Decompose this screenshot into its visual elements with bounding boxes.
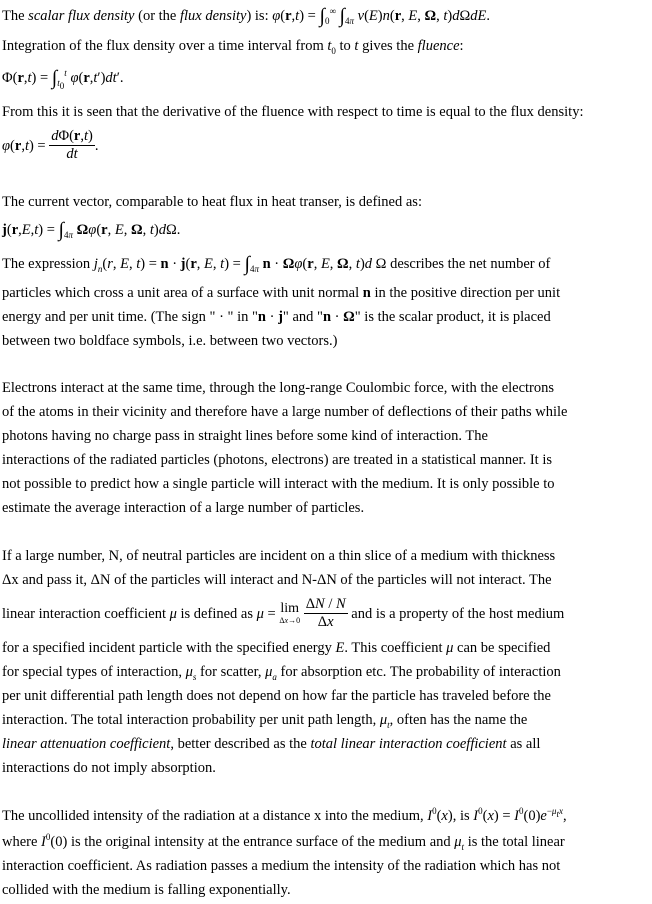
- fluence-equation: $\Phi(r,t) = \int_{t_0}^t$ φ(r,t′)dt′.: [2, 67, 124, 91]
- fluence-intro-line: [2, 36, 464, 56]
- math-mu-a: $\mu_a$: [265, 664, 277, 682]
- text: The: [2, 8, 29, 24]
- text: is the original intensity at the entrance surface of the medium and: [67, 834, 455, 850]
- text: . This coefficient: [344, 640, 447, 656]
- net-current-line: [2, 254, 550, 274]
- text: per unit differential path length does not depend on how far the particle has traveled before the: [2, 688, 551, 704]
- math-n-dot-omega: n · Ω: [322, 309, 355, 325]
- math-n-dot-j: n · j: [257, 309, 283, 325]
- text: for special types of interaction,: [2, 664, 186, 680]
- flux-density-definition-line: [2, 6, 490, 26]
- text: interactions do not imply absorption.: [2, 760, 216, 776]
- text-line: [2, 710, 527, 730]
- text: Δx and pass it, ΔN of the particles will interact and N-ΔN of the particles will not interact. The: [2, 572, 552, 588]
- text: where: [2, 834, 42, 850]
- derivative-equation: φ(r,t) = $\frac{d\Phi(r,t)}{dt}$ .: [2, 128, 99, 163]
- text: of the atoms in their vicinity and therefore have a large number of deflections of their paths while: [2, 404, 568, 420]
- term-scalar-flux-density: scalar flux density: [28, 8, 135, 24]
- math-mu-t: $\mu_t$: [379, 712, 390, 730]
- text: The expression: [2, 256, 94, 272]
- text-line: [2, 570, 552, 590]
- text: linear interaction coefficient: [2, 606, 170, 622]
- text: , is: [452, 808, 474, 824]
- text: , often has the name the: [389, 712, 528, 728]
- text-line: [2, 856, 560, 876]
- current-vector-intro-line: [2, 192, 422, 212]
- text: and is a property of the host medium: [347, 606, 565, 622]
- text-line: [2, 283, 560, 303]
- text-line: [2, 832, 565, 852]
- text-line: [2, 638, 550, 658]
- text: " in ": [227, 309, 258, 325]
- text-line: [2, 758, 216, 778]
- math-i0-0: $I^0(0)$: [41, 832, 68, 850]
- derivative-intro-line: [2, 102, 583, 122]
- math-mu-t: $\mu_t$: [454, 834, 465, 852]
- text-line: [2, 498, 364, 518]
- math-mu: μ: [446, 640, 454, 656]
- text: interaction. The total interaction probability per unit path length,: [2, 712, 380, 728]
- text: , better described as the: [170, 736, 311, 752]
- text: between two boldface symbols, i.e. between two vectors.): [2, 333, 338, 349]
- text: collided with the medium is falling exponentially.: [2, 882, 291, 898]
- text: describes the net number of: [386, 256, 551, 272]
- mu-limit-equation: μ = lim Δx→0 $\frac{\Delta N / N}{\Delta x}$: [256, 596, 346, 631]
- math-mu: μ: [169, 606, 177, 622]
- text: particles which cross a unit area of a surface with unit normal: [2, 285, 363, 301]
- math-t0: $t_0$: [327, 38, 336, 56]
- text: The current vector, comparable to heat flux in heat transer, is defined as:: [2, 194, 422, 210]
- text-line: [2, 474, 555, 494]
- flux-density-equation: $\varphi(r,t) = \int_0^\infty$ $\int_{4\pi}$ v(E)n(r, E, Ω, t)dΩdE.: [272, 5, 491, 27]
- text: ) is:: [246, 8, 273, 24]
- text: " is the scalar product, it is placed: [354, 309, 551, 325]
- text: (or the: [134, 8, 180, 24]
- text: energy and per unit time. (The sign ": [2, 309, 216, 325]
- text-line: [2, 734, 540, 754]
- text: " and ": [282, 309, 323, 325]
- term-linear-attenuation-coefficient: linear attenuation coefficient: [2, 736, 171, 752]
- text: for absorption etc. The probability of interaction: [276, 664, 561, 680]
- text: is the total linear: [464, 834, 565, 850]
- text: as all: [506, 736, 541, 752]
- math-e: E: [335, 640, 345, 656]
- text-line: [2, 331, 337, 351]
- text: not possible to predict how a single particle will interact with the medium. It is only possible to: [2, 476, 555, 492]
- text-line: [2, 402, 567, 422]
- text-line: [2, 307, 551, 327]
- text: is defined as: [176, 606, 257, 622]
- uncollided-intensity-line: [2, 806, 567, 826]
- text: photons having no charge pass in straight lines before some kind of interaction. The: [2, 428, 488, 444]
- text: can be specified: [453, 640, 551, 656]
- text-line: [2, 546, 555, 566]
- text: :: [459, 38, 464, 54]
- text: From this it is seen that the derivative of the fluence with respect to time is equal to the flux density:: [2, 104, 584, 120]
- text: for scatter,: [196, 664, 266, 680]
- current-vector-equation: $j(r,E,t) = \int_{4\pi}$ Ωφ(r, E, Ω, t)dΩ.: [2, 219, 181, 241]
- intensity-equation: $I^0(x) = I^0(0)e^{-\mu_tx}$,: [473, 806, 567, 824]
- math-mu-s: $\mu_s$: [185, 664, 197, 682]
- text: Integration of the flux density over a time interval from: [2, 38, 328, 54]
- math-i0-x: $I^0(x)$: [427, 806, 453, 824]
- text: to: [335, 38, 355, 54]
- text: in the positive direction per unit: [370, 285, 561, 301]
- text: Electrons interact at the same time, through the long-range Coulombic force, with the electrons: [2, 380, 555, 396]
- text-line: [2, 880, 291, 900]
- text-line: [2, 426, 488, 446]
- attenuation-coefficient-line: [2, 594, 564, 634]
- term-total-linear-interaction-coefficient: total linear interaction coefficient: [310, 736, 507, 752]
- text: interactions of the radiated particles (photons, electrons) are treated in a statistical manner. It is: [2, 452, 552, 468]
- text: The uncollided intensity of the radiation at a distance x into the medium,: [2, 808, 428, 824]
- term-flux-density: flux density: [180, 8, 247, 24]
- text-line: [2, 686, 551, 706]
- term-fluence: fluence: [417, 38, 460, 54]
- text: estimate the average interaction of a large number of particles.: [2, 500, 365, 516]
- text-line: [2, 378, 554, 398]
- text: gives the: [358, 38, 418, 54]
- dot-sign: ·: [215, 309, 228, 325]
- text-line: [2, 450, 552, 470]
- math-n: n: [362, 285, 371, 301]
- math-t: t: [354, 38, 359, 54]
- net-current-equation: $j_n(r$, E, t) = n · j(r, E, $t) = \int_{4\pi}$ n · Ωφ(r, E, Ω, t)d Ω: [93, 253, 387, 275]
- text: If a large number, N, of neutral particles are incident on a thin slice of a medium with thickness: [2, 548, 556, 564]
- text: for a specified incident particle with the specified energy: [2, 640, 336, 656]
- text: interaction coefficient. As radiation passes a medium the intensity of the radiation which has not: [2, 858, 561, 874]
- text-line: [2, 662, 561, 682]
